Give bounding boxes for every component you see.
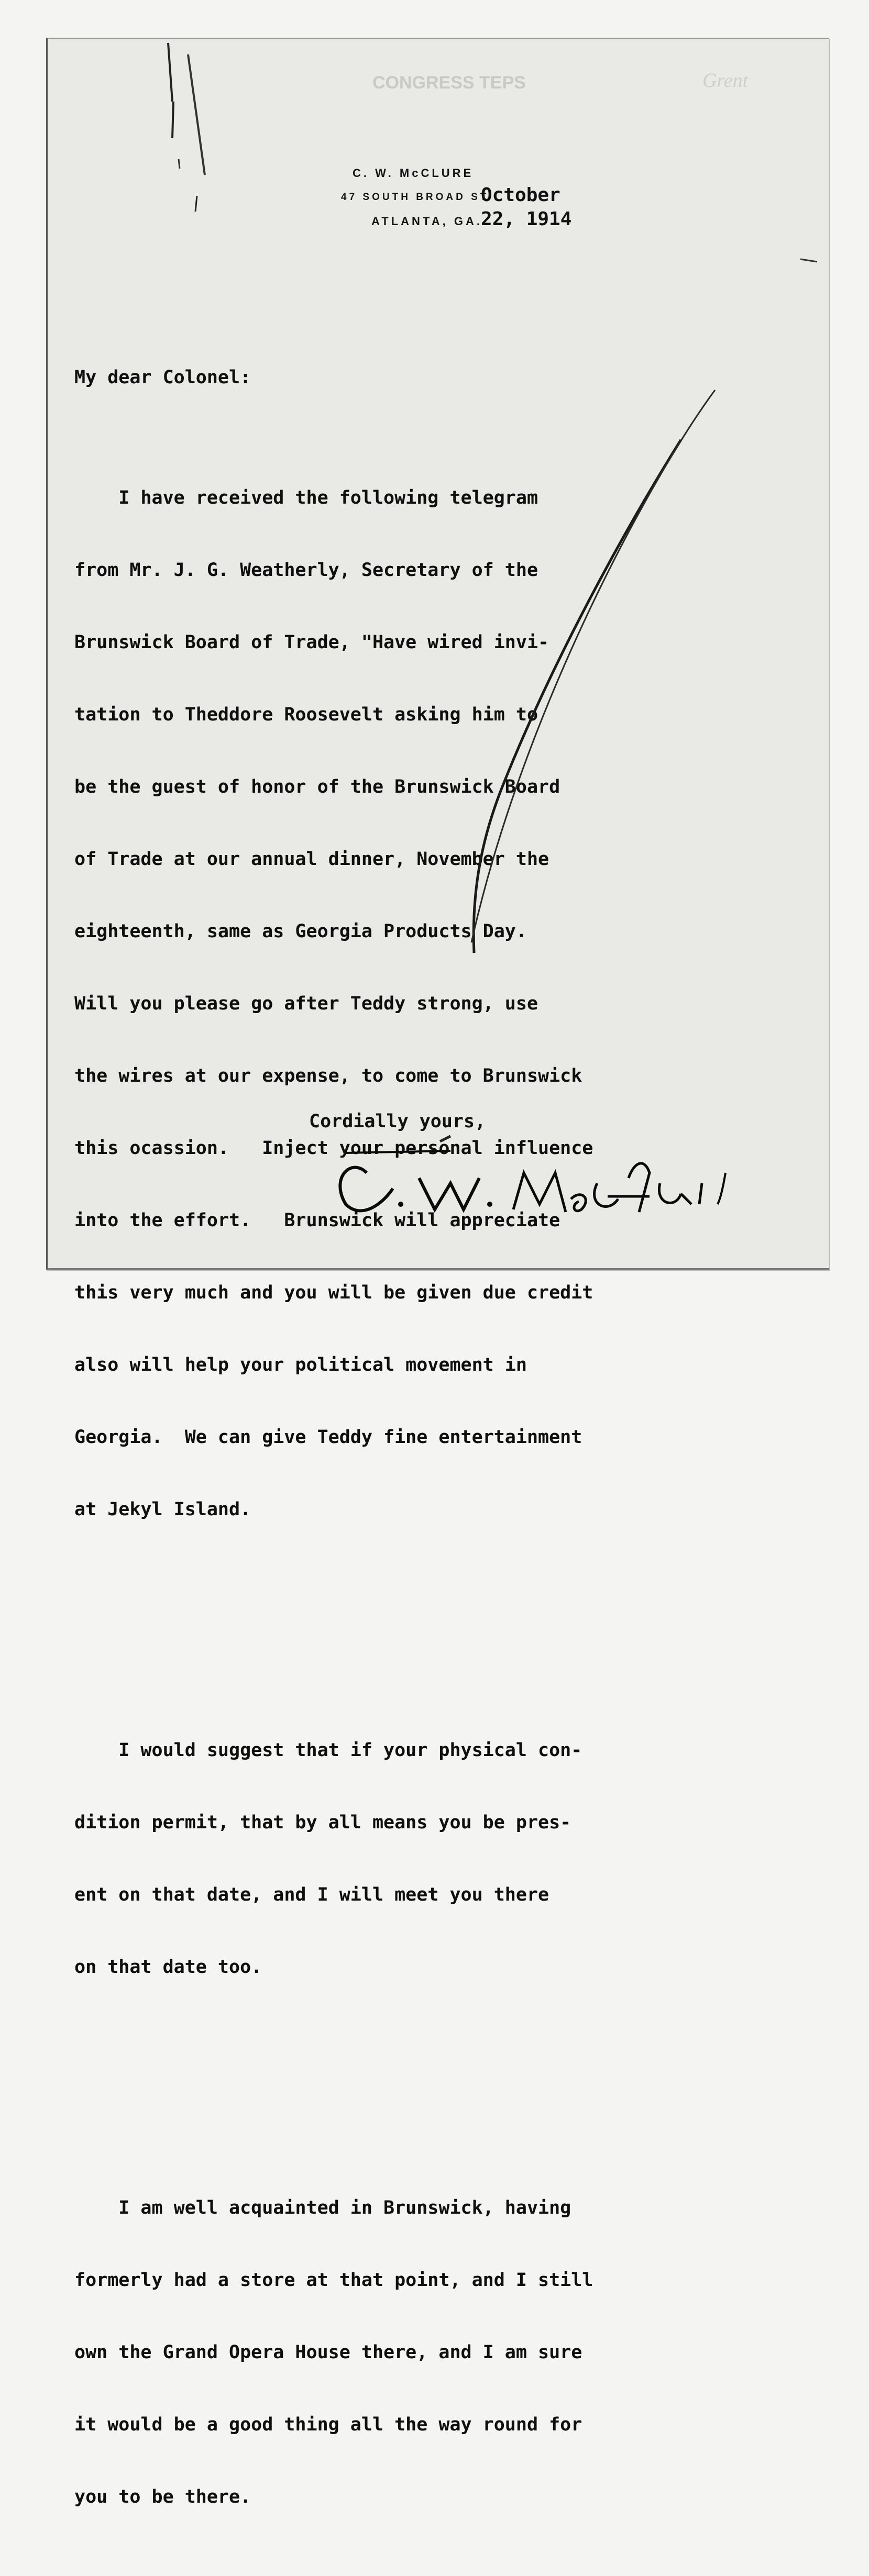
body-line: I would suggest that if your physical con-: [74, 1740, 582, 1761]
letterhead-name: C. W. McCLURE: [353, 166, 474, 180]
body-line: of Trade at our annual dinner, November the: [74, 849, 549, 870]
body-line: I have received the following telegram: [74, 487, 538, 508]
body-line: Brunswick Board of Trade, "Have wired invi-: [74, 632, 549, 653]
body-line: tation to Theddore Roosevelt asking him to: [74, 704, 538, 725]
body-line: Will you please go after Teddy strong, use: [74, 993, 538, 1014]
paragraph-1: [74, 438, 787, 1570]
body-line: at Jekyl Island.: [74, 1499, 251, 1520]
body-line: be the guest of honor of the Brunswick Board: [74, 776, 560, 797]
body-line: you to be there.: [74, 2486, 251, 2507]
body-line: eighteenth, same as Georgia Products Day.: [74, 921, 527, 942]
date-line-2: 22, 1914: [481, 208, 572, 230]
paragraph-3: [74, 2148, 787, 2557]
letter-date: [481, 183, 571, 231]
body-line: formerly had a store at that point, and I still: [74, 2270, 593, 2291]
handwritten-signature: [314, 1100, 786, 1230]
body-line: the wires at our expense, to come to Brunswick: [74, 1065, 582, 1086]
body-line: this very much and you will be given due credit: [74, 1282, 593, 1303]
body-line: own the Grand Opera House there, and I am sure: [74, 2342, 582, 2363]
body-line: Georgia. We can give Teddy fine entertainment: [74, 1427, 582, 1448]
svg-text:CONGRESS TEPS: CONGRESS TEPS: [372, 73, 526, 93]
paragraph-gap: [74, 1618, 787, 1642]
salutation: My dear Colonel:: [74, 367, 251, 388]
paragraph-2: [74, 1690, 787, 2027]
letter-body: [74, 274, 787, 2576]
svg-text:Grent: Grent: [702, 70, 749, 92]
date-line-1: October: [481, 184, 560, 206]
body-line: into the effort. Brunswick will appreciate: [74, 1210, 560, 1231]
body-line: ent on that date, and I will meet you there: [74, 1884, 549, 1905]
closing: Cordially yours,: [309, 1111, 486, 1132]
body-line: also will help your political movement in: [74, 1354, 527, 1375]
body-line: dition permit, that by all means you be pres-: [74, 1812, 571, 1833]
body-line: it would be a good thing all the way round for: [74, 2414, 582, 2435]
letterhead-address: 47 SOUTH BROAD ST.: [341, 192, 493, 203]
body-line: on that date too.: [74, 1957, 262, 1978]
body-line: from Mr. J. G. Weatherly, Secretary of the: [74, 560, 538, 581]
letterhead-city: ATLANTA, GA.: [371, 215, 482, 228]
paragraph-gap: [74, 2075, 787, 2100]
body-line: this ocassion. Inject your personal influence: [74, 1138, 593, 1159]
body-line: I am well acquainted in Brunswick, having: [74, 2197, 571, 2218]
